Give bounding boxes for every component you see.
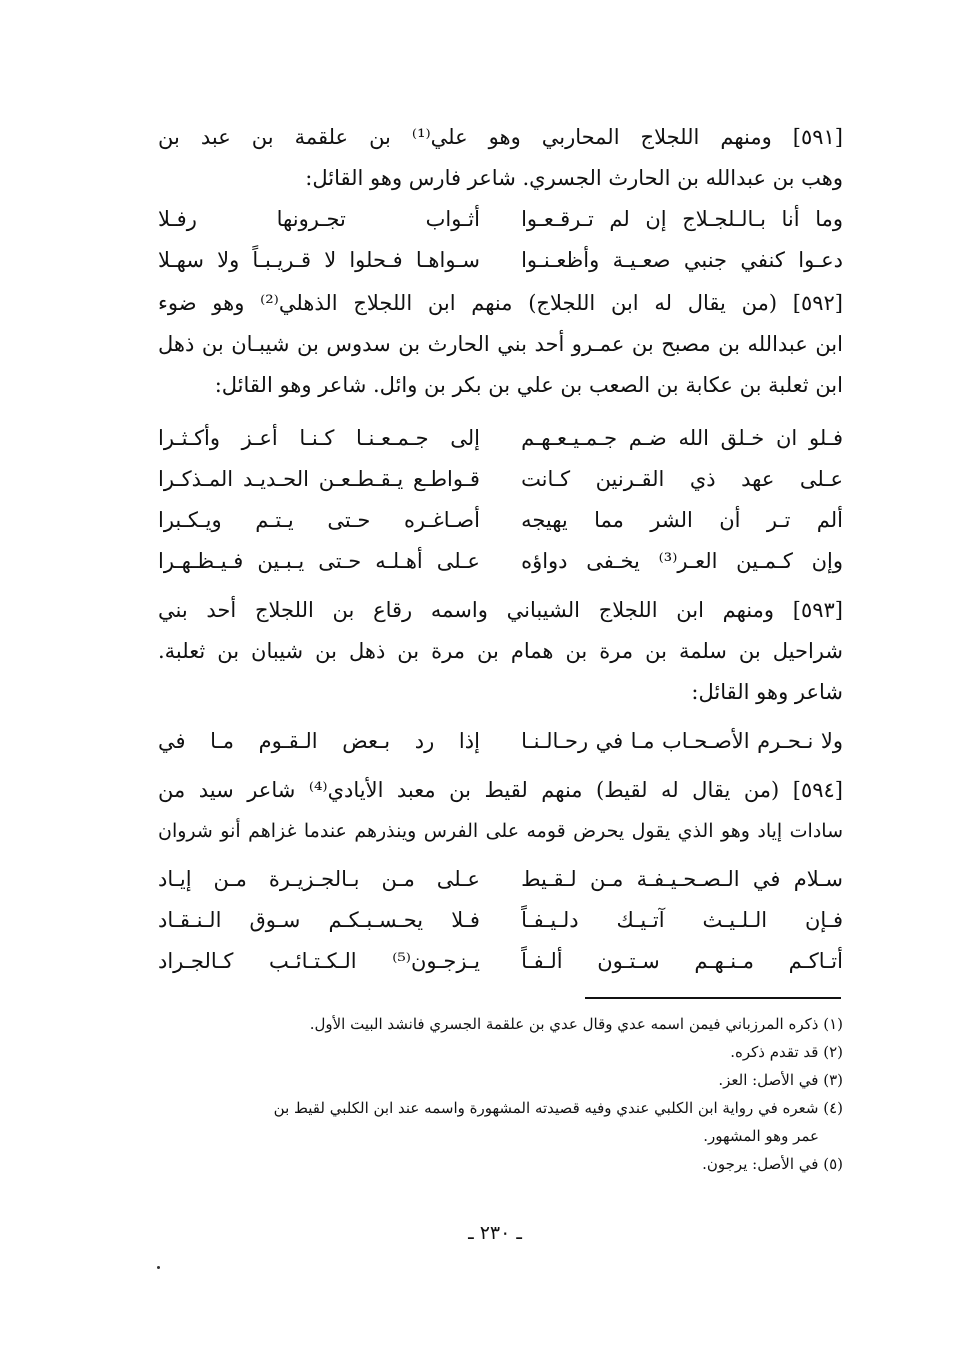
verse-first-half: فـإن الـلـيـث آتـيـك دلـيـفـاً xyxy=(521,908,843,932)
verse-second-half: إذا رد بـعض الـقـوم مـا في xyxy=(158,729,480,753)
verse-first-half: وإن كـمـين العـر⁽³⁾ يخـفى دواؤه xyxy=(521,549,843,573)
verse-second-half: يـزجـون⁽⁵⁾ الـكـتـائـب كـالجـراد xyxy=(158,949,480,973)
entry-593-poem xyxy=(158,721,843,762)
verse-second-half: إلى جـمـعـنـا كـنـا أعـز وأكـثـرا xyxy=(158,426,480,450)
entry-591-verse-2 xyxy=(158,240,843,281)
scan-speck xyxy=(157,1266,160,1269)
footnotes xyxy=(158,1010,843,1178)
verse-first-half: وما أنا بـالـلجـلاج إن لم تـرقـعـوا xyxy=(521,207,843,231)
footnote-2: (٢) قد تقدم ذكره. xyxy=(730,1043,843,1061)
entry-593-line-3: شاعر وهو القائل: xyxy=(691,680,843,704)
entry-591-line-1: [٥٩١] ومنهم اللجلاج المحاربي وهو علي⁽¹⁾ بن علقمة بن عبد بن xyxy=(158,125,843,149)
footnote-4-continued: عمر وهو المشهور. xyxy=(703,1127,819,1145)
entry-592-line-1: [٥٩٢] (من يقال له ابن اللجلاج) منهم ابن اللجلاج الذهلي⁽²⁾ وهو ضوء xyxy=(158,291,843,315)
entry-594-verse-3 xyxy=(158,941,843,982)
footnote-3: (٣) في الأصل: العز. xyxy=(718,1071,843,1089)
footnote-5: (٥) في الأصل: يرجون. xyxy=(702,1155,843,1173)
verse-first-half: دعـوا كنفي جنبي صعـيـة وأظعـنـوا xyxy=(521,248,843,272)
entry-593-line-1: [٥٩٣] ومنهم ابن اللجلاج الشيباني واسمه رقاع بن اللجلاج أحد بني xyxy=(158,598,843,622)
entry-592-verse-1 xyxy=(158,418,843,459)
verse-second-half: قـواطـع يـقـطـعـن الحـديـد المـذكـرا xyxy=(158,467,480,491)
page-number: ـ ٢٣٠ ـ xyxy=(468,1222,522,1244)
verse-first-half: عـلى عهد ذي القـرنين كـانت xyxy=(521,467,843,491)
entry-591-line-2: وهب بن عبدالله بن الحارث الجسري. شاعر فارس وهو القائل: xyxy=(305,166,843,190)
entry-594-line-2: سادات إياد وهو الذي يقول يحرض قومه على الفرس وينذرهم عندما غزاهم أنو شروان xyxy=(158,820,843,842)
verse-second-half: عـلى مـن بـالجـزيـرة مـن إيـاد xyxy=(158,867,480,891)
entry-592-poem xyxy=(158,418,843,582)
entry-592-line-2: ابن عبدالله بن مصبح بن عمـرو أحد بني الحارث بن سدوس بن شيبـان بن ذهل xyxy=(158,332,843,356)
entry-594-line-1: [٥٩٤] (من يقال له لقيط) منهم لقيط بن معبد الأيادي⁽⁴⁾ شاعر سيد من xyxy=(158,778,843,802)
entry-592-verse-4 xyxy=(158,541,843,582)
verse-second-half: عـلى أهـلـه حـتى يـبـين فـيـظـهـرا xyxy=(158,549,480,573)
verse-first-half: ألم تـر أن الشر مما يهيجه xyxy=(521,508,843,532)
entry-593-verse-1 xyxy=(158,721,843,762)
entry-591-verse-1 xyxy=(158,199,843,240)
verse-first-half: أتـاكـم مـنـهـم سـتـون ألـفـاً xyxy=(521,949,843,973)
verse-first-half: سـلام في الـصـحـيـفـة مـن لـقـيط xyxy=(521,867,843,891)
footnote-4: (٤) شعره في رواية ابن الكلبي عندي وفيه قصيدته المشهورة واسمه عند ابن الكلبي لقيط بن xyxy=(273,1099,843,1117)
footnote-1: (١) ذكره المرزباني فيمن اسمه عدي وقال عدي بن علقمة الجسري فانشد البيت الأول. xyxy=(309,1015,843,1033)
verse-first-half: ولا نـحـرم الأصـحـاب مـا في رحـالـنـا xyxy=(521,729,843,753)
entry-591 xyxy=(158,117,843,281)
entry-593 xyxy=(158,590,843,713)
verse-second-half: سـواهـا فـحلوا لا قـريـبـاً ولا سهـلا xyxy=(158,248,480,272)
entry-594-poem xyxy=(158,859,843,982)
entry-594-verse-2 xyxy=(158,900,843,941)
entry-593-line-2: شراحيل بن سلمة بن مرة بن همام بن مرة بن ذهل بن شيبان بن ثعلبة. xyxy=(158,639,843,663)
entry-592-verse-2 xyxy=(158,459,843,500)
verse-second-half: أصـاغـره حـتى يـتـم ويـكـبرا xyxy=(158,508,480,532)
entry-592-line-3: ابن ثعلبة بن عكابة بن الصعب بن علي بن بكر بن وائل. شاعر وهو القائل: xyxy=(214,373,843,397)
verse-second-half: فـلا يحـسـبـكـم سـوق الـنـقـاد xyxy=(158,908,480,932)
verse-second-half: أثـواب تجـرونها رفـلا xyxy=(158,207,480,231)
verse-first-half: فـلو ان خـلق الله ضـم جـمـيـعـهـم xyxy=(521,426,843,450)
footnote-divider xyxy=(585,997,841,999)
entry-592-verse-3 xyxy=(158,500,843,541)
entry-592 xyxy=(158,283,843,406)
entry-594-verse-1 xyxy=(158,859,843,900)
entry-594 xyxy=(158,770,843,852)
